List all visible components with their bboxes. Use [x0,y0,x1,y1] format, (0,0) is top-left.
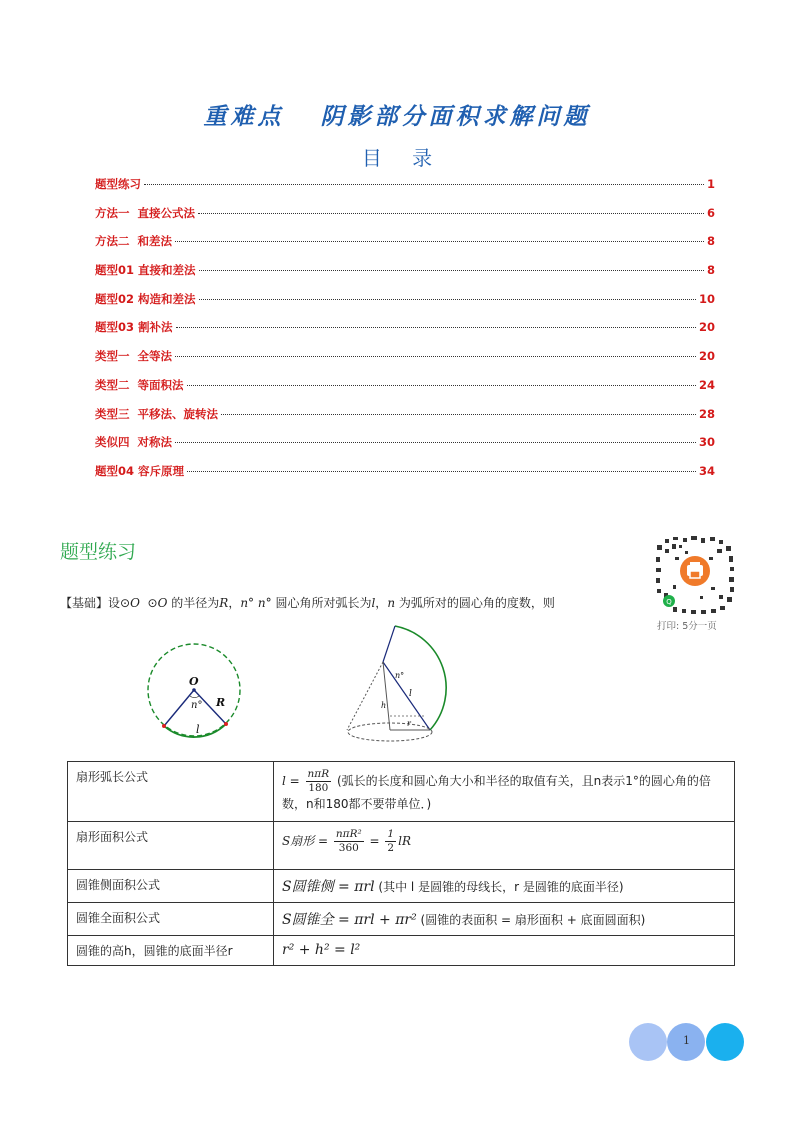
section-heading: 题型练习 [60,541,137,563]
toc-item-page: 28 [698,406,715,421]
toc-leader-dots [187,385,696,386]
formula-cell: r² + h² = l² [274,936,735,966]
label-R: R [216,696,226,709]
toc-item-page: 30 [698,435,715,450]
toc-item[interactable] [95,233,715,262]
page-badge [629,1023,744,1061]
toc-item-page: 24 [698,377,715,392]
svg-text:Q: Q [666,598,672,606]
toc-leader-dots [176,327,696,328]
formula-cell: S圆锥侧 = πrl (其中 l 是圆锥的母线长，r 是圆锥的底面半径) [274,870,735,903]
toc-item-page: 20 [698,320,715,335]
toc-item[interactable] [95,262,715,291]
toc-item[interactable] [95,291,715,320]
formula-name: 扇形面积公式 [68,822,274,870]
cone-figure [335,620,460,750]
toc-item[interactable] [95,176,715,205]
formula-table [67,761,735,966]
qr-caption: 打印: 5分一页 [657,621,717,632]
formula-cell: S圆锥全 = πrl + πr² (圆锥的表面积 = 扇形面积 + 底面圆面积) [274,903,735,936]
toc-leader-dots [199,299,696,300]
toc-heading: 目 录 [361,146,445,170]
toc-item-page: 20 [698,349,715,364]
toc-item-page: 34 [698,463,715,478]
table-row [68,762,735,822]
toc-item-page: 6 [706,205,715,220]
toc-item[interactable] [95,434,715,463]
toc-item-page: 8 [706,234,715,249]
toc-leader-dots [175,356,696,357]
toc-leader-dots [187,471,696,472]
label-angle: n° [191,700,203,711]
formula-cell: S扇形 = $\frac{\text{nπR²}}{360}$ = $\frac{1}{2}$ lR [274,822,735,870]
toc-item[interactable] [95,463,715,492]
intro-sentence: 【基础】设⊙O ⊙O 的半径为R，n° n° 圆心角所对弧长为l，n 为弧所对的圆心角的度数，则 [60,596,555,610]
table-of-contents [95,176,715,492]
label-O: O [189,675,199,688]
toc-leader-dots [221,414,696,415]
toc-item-page: 1 [706,177,715,191]
label-r: r [407,719,411,728]
toc-item-label: 题型02 构造和差法 [95,291,196,306]
page-number: 1 [683,1034,690,1047]
table-row [68,822,735,870]
label-h: h [381,701,387,710]
toc-leader-dots [198,213,704,214]
formula-name: 圆锥全面积公式 [68,903,274,936]
sector-figure [140,640,260,740]
table-row [68,936,735,966]
toc-item-page: 8 [706,263,715,278]
toc-item-label: 类型三 平移法、旋转法 [95,406,219,421]
toc-item-label: 类似四 对称法 [95,435,173,450]
toc-item[interactable] [95,319,715,348]
toc-item[interactable] [95,406,715,435]
page-title: 重难点 阴影部分面积求解问题 [203,104,591,130]
toc-item-label: 题型练习 [95,177,141,191]
toc-item-label: 题型03 割补法 [95,320,173,335]
toc-item-label: 题型01 直接和差法 [95,263,196,278]
label-l: l [196,723,200,736]
label-angle: n° [395,671,405,680]
toc-item-label: 题型04 容斥原理 [95,463,185,478]
toc-item[interactable] [95,348,715,377]
formula-name: 圆锥的高h，圆锥的底面半径r [68,936,274,966]
toc-leader-dots [175,442,696,443]
qr-code-icon[interactable] [655,535,735,615]
toc-item-page: 10 [698,291,715,306]
table-row [68,903,735,936]
table-row [68,870,735,903]
toc-item[interactable] [95,205,715,234]
toc-leader-dots [199,270,704,271]
formula-cell: l = $\frac{\text{nπR}}{180}$ (弧长的长度和圆心角大小和半径的取值有关，且n表示1°的圆心角的倍数，n和180都不要带单位．) [274,762,735,822]
toc-item-label: 方法二 和差法 [95,234,173,249]
toc-leader-dots [144,184,704,185]
formula-name: 圆锥侧面积公式 [68,870,274,903]
toc-item-label: 类型二 等面积法 [95,377,184,392]
toc-item-label: 方法一 直接公式法 [95,205,196,220]
formula-name: 扇形弧长公式 [68,762,274,822]
toc-item[interactable] [95,377,715,406]
toc-leader-dots [175,241,704,242]
toc-item-label: 类型一 全等法 [95,349,173,364]
label-l: l [409,689,412,699]
